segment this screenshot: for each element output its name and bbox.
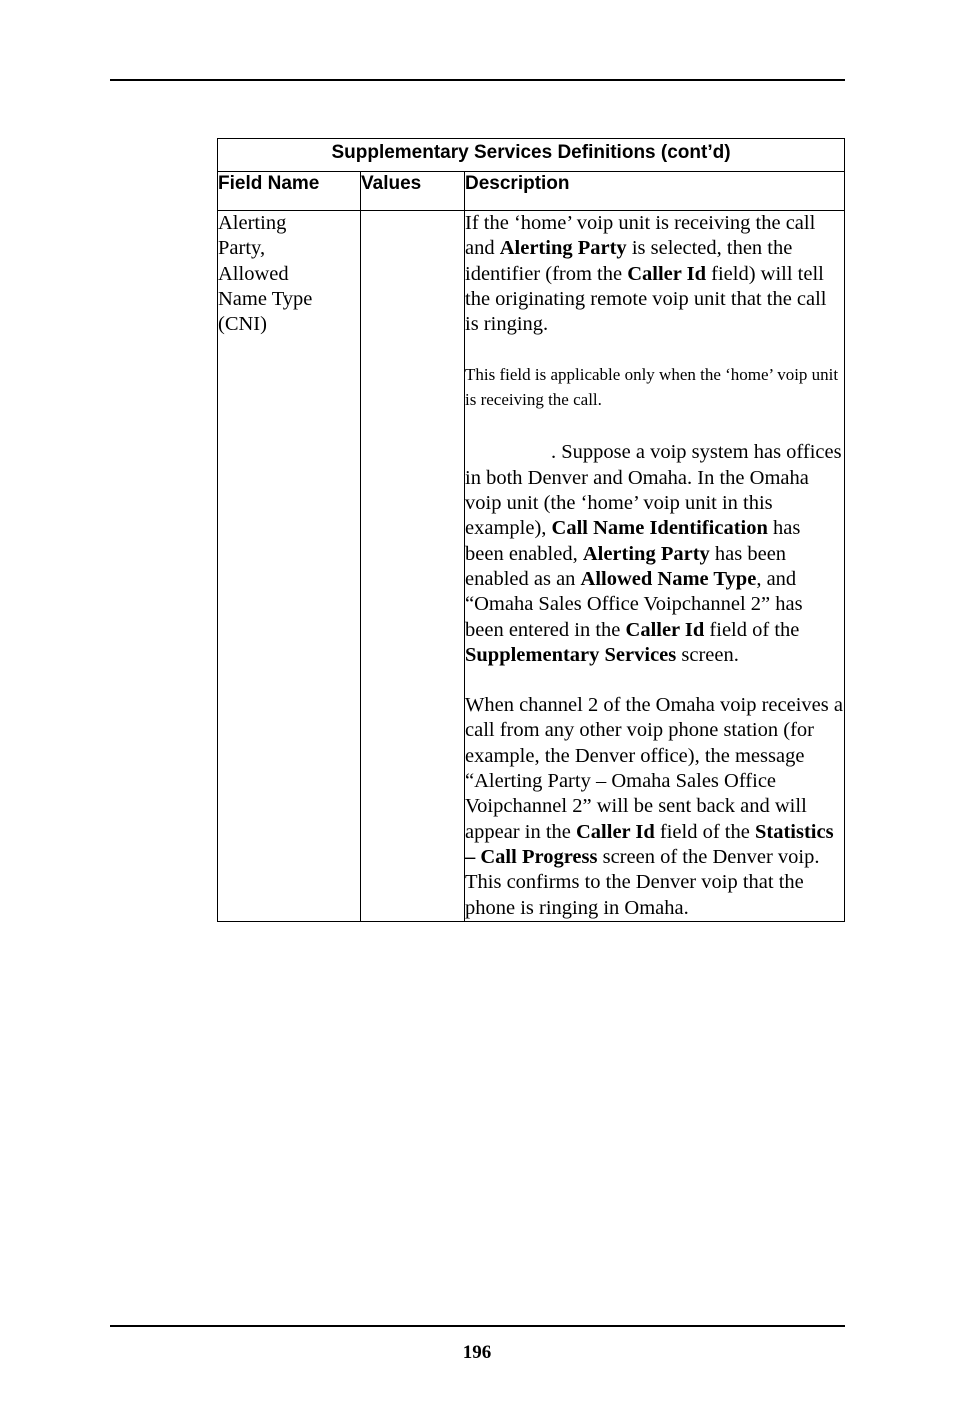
field-name-line: Allowed — [218, 262, 289, 285]
description-paragraph — [465, 693, 844, 921]
text-run: If the ‘home’ voip unit is receiving the call and — [465, 212, 816, 260]
bold-term: Allowed Name Type — [580, 567, 757, 590]
bold-term: Caller Id — [576, 820, 655, 843]
column-header-field-name: Field Name — [218, 172, 361, 211]
bold-term: Statistics – Call Progress — [465, 820, 834, 868]
bold-term: Caller Id — [627, 262, 707, 285]
bold-term: Alerting Party — [582, 542, 710, 565]
text-run: . Suppose a voip system has offices in both Denver and Omaha. In the Omaha voip unit (the ‘home’ voip unit in this example), — [465, 441, 842, 540]
table-title: Supplementary Services Definitions (cont’d) — [218, 139, 845, 172]
field-name-cell — [218, 211, 361, 922]
bold-term: Call Name Identification — [551, 517, 768, 540]
text-run: is selected, then the identifier (from the — [465, 237, 793, 285]
description-cell — [465, 211, 845, 922]
values-cell — [361, 211, 465, 922]
field-name-line: Alerting — [218, 212, 287, 234]
text-run: , and “Omaha Sales Office Voipchannel 2” has been entered in the — [465, 567, 803, 641]
supplementary-services-table — [217, 138, 845, 922]
column-header-values: Values — [361, 172, 465, 211]
text-run: field of the — [704, 618, 800, 641]
field-name-line: Party, — [218, 237, 266, 260]
field-name-line: (CNI) — [218, 313, 267, 336]
field-name-line: Name Type — [218, 287, 313, 310]
bold-term: Caller Id — [625, 618, 705, 641]
note-paragraph: This field is applicable only when the ‘home’ voip unit is receiving the call. — [465, 365, 839, 410]
header-rule — [110, 79, 845, 81]
text-run: field) will tell the originating remote voip unit that the call is ringing. — [465, 262, 827, 336]
text-run: screen. — [676, 643, 739, 666]
text-run: screen of the Denver voip. This confirms to the Denver voip that the phone is ringing in Omaha. — [465, 845, 820, 919]
text-run: has been enabled, — [465, 517, 801, 565]
text-run: When channel 2 of the Omaha voip receives a call from any other voip phone station (for example, the Denver office), the message “Alerting Party – Omaha Sales Office Voipchannel 2” will be sent back and will appear in the — [465, 694, 843, 843]
table-row — [218, 211, 845, 922]
description-paragraph — [465, 211, 844, 337]
bold-term: Supplementary Services — [465, 643, 677, 666]
page-number: 196 — [462, 1342, 492, 1363]
bold-term: Alerting Party — [499, 237, 627, 260]
example-paragraph — [465, 440, 844, 668]
column-header-description: Description — [465, 172, 845, 211]
text-run: field of the — [654, 820, 755, 843]
footer-rule — [110, 1325, 845, 1327]
text-run: has been enabled as an — [465, 542, 787, 590]
